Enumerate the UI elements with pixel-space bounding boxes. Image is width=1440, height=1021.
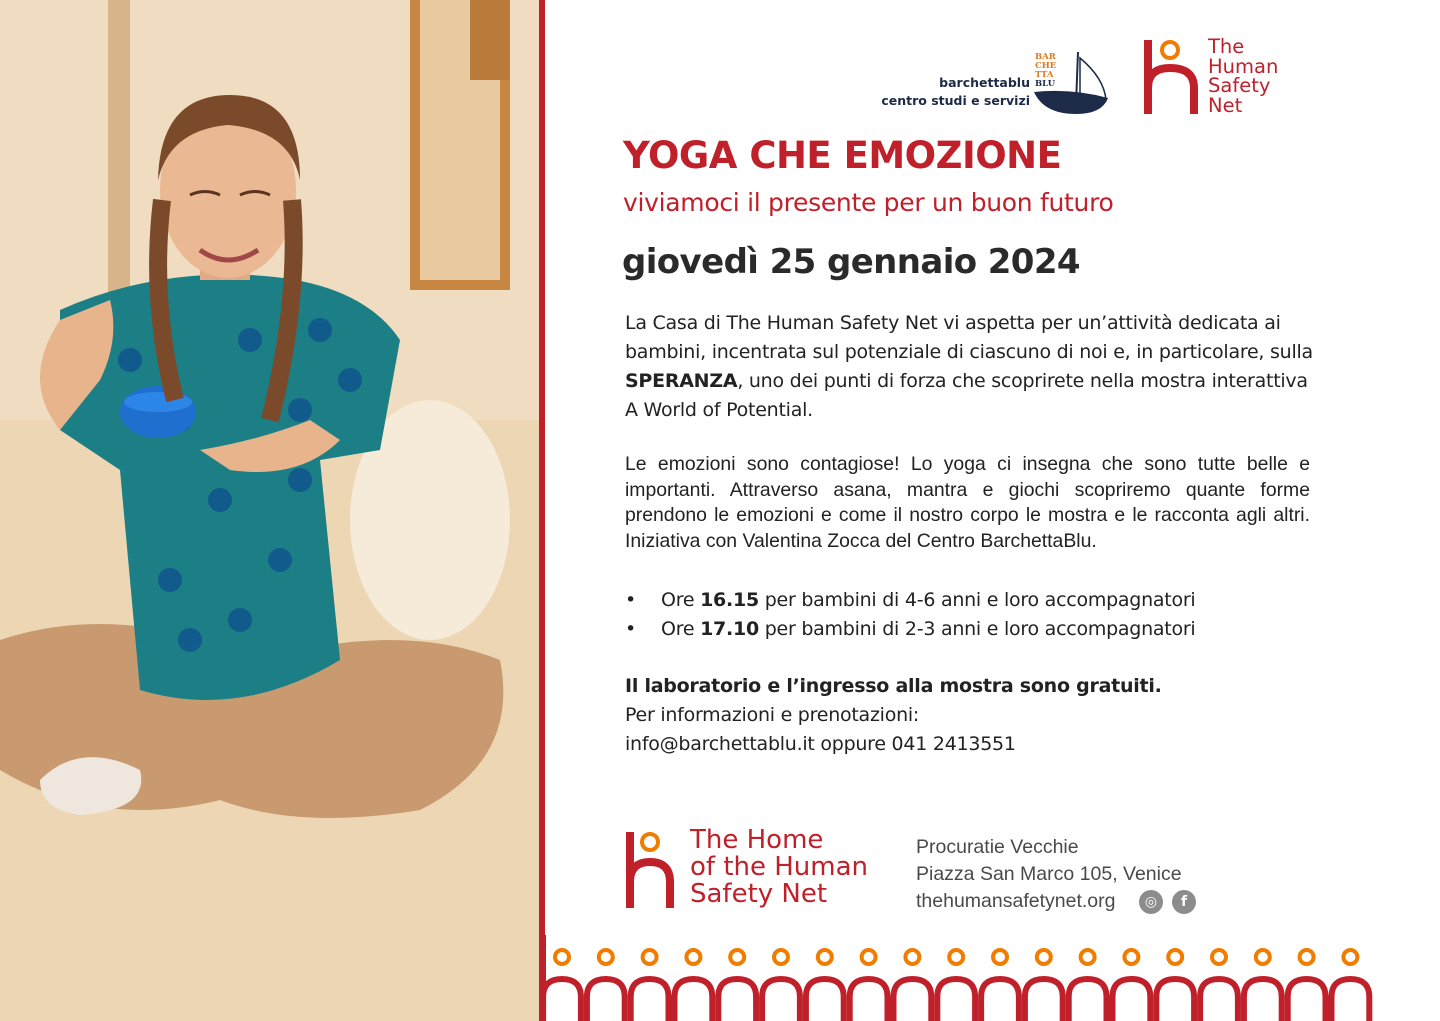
- hsn-h-icon: [1142, 38, 1200, 116]
- event-date: giovedì 25 gennaio 2024: [622, 242, 1080, 282]
- address-line-2: Piazza San Marco 105, Venice: [916, 863, 1182, 885]
- pattern-circle: [905, 950, 919, 964]
- bullet-icon: •: [625, 618, 636, 640]
- yoga-instructor-photo: [0, 0, 540, 1021]
- home-h-icon: [624, 830, 682, 910]
- boat-label-3: TTA: [1035, 70, 1054, 80]
- intro-text-before: La Casa di The Human Safety Net vi aspetta per un’attività dedicata ai bambini, incentrata sul potenziale di ciascuno di noi e, in particolare, sulla: [625, 312, 1313, 363]
- pattern-circle: [1300, 950, 1314, 964]
- event-title: YOGA CHE EMOZIONE: [623, 134, 1062, 177]
- schedule-time: 17.10: [700, 618, 759, 640]
- pattern-arch: [1069, 979, 1107, 1021]
- pattern-circle: [949, 950, 963, 964]
- pattern-circle: [686, 950, 700, 964]
- schedule-list: [625, 586, 1195, 644]
- pattern-arch: [762, 979, 800, 1021]
- barchettablu-logo: [880, 48, 1110, 118]
- boat-label-4: BLU: [1035, 79, 1056, 89]
- hsn-line-1: The: [1208, 35, 1245, 58]
- hsn-line-2: Human: [1208, 54, 1279, 78]
- home-line-3: Safety Net: [690, 879, 828, 909]
- pattern-arch: [937, 979, 975, 1021]
- intro-text-after: , uno dei punti di forza che scoprirete nella mostra interattiva A World of Potential.: [625, 370, 1308, 421]
- schedule-text: per bambini di 2-3 anni e loro accompagnatori: [758, 618, 1196, 640]
- pattern-arch: [1244, 979, 1282, 1021]
- pattern-circle: [555, 950, 569, 964]
- home-of-hsn-logo: [624, 825, 904, 914]
- pattern-arch: [1113, 979, 1151, 1021]
- facebook-icon[interactable]: f: [1172, 890, 1196, 914]
- pattern-arch: [850, 979, 888, 1021]
- pattern-circle: [1168, 950, 1182, 964]
- pattern-circle: [1081, 950, 1095, 964]
- pattern-circle: [1343, 950, 1357, 964]
- human-safety-net-logo: [1142, 35, 1302, 118]
- pattern-arch: [1288, 979, 1326, 1021]
- pattern-arch: [587, 979, 625, 1021]
- website-link[interactable]: thehumansafetynet.org: [916, 890, 1116, 912]
- home-wordmark: [690, 827, 868, 908]
- barchettablu-tagline: centro studi e servizi: [881, 93, 1030, 108]
- boat-label-2: CHE: [1035, 61, 1057, 71]
- info-label: Per informazioni e prenotazioni:: [625, 704, 920, 726]
- barchettablu-name: barchettablu: [939, 75, 1030, 90]
- pattern-arch: [1332, 979, 1370, 1021]
- pattern-arch: [981, 979, 1019, 1021]
- pattern-arch: [1156, 979, 1194, 1021]
- instagram-icon[interactable]: ◎: [1139, 890, 1163, 914]
- pattern-arch: [1200, 979, 1238, 1021]
- intro-paragraph: [625, 309, 1315, 425]
- schedule-item: [625, 615, 1195, 644]
- pattern-circle: [643, 950, 657, 964]
- schedule-time: 16.15: [700, 589, 759, 611]
- barchettablu-wordmark: [881, 74, 1030, 110]
- boat-icon: [1032, 48, 1110, 118]
- pattern-circle: [1037, 950, 1051, 964]
- pattern-circle: [1256, 950, 1270, 964]
- event-subtitle: viviamoci il presente per un buon futuro: [623, 188, 1114, 217]
- pattern-circle: [1124, 950, 1138, 964]
- pattern-circle: [818, 950, 832, 964]
- home-line-2: of the Human: [690, 852, 869, 882]
- intro-highlight: SPERANZA: [625, 370, 738, 392]
- free-notice: Il laboratorio e l’ingresso alla mostra sono gratuiti.: [625, 675, 1162, 697]
- pattern-circle: [599, 950, 613, 964]
- pattern-circle: [993, 950, 1007, 964]
- pattern-circle: [862, 950, 876, 964]
- description-paragraph: Le emozioni sono contagiose! Lo yoga ci insegna che sono tutte belle e importanti. Attraverso asana, mantra e giochi scopriremo quante forme prendono le emozioni e come il nostro corpo le mostra e le racconta agli altri. Iniziativa con Valentina Zocca del Centro BarchettaBlu.: [625, 453, 1310, 552]
- home-line-1: The Home: [690, 825, 824, 855]
- boat-label-1: BAR: [1035, 52, 1056, 62]
- pattern-arch: [543, 979, 581, 1021]
- schedule-prefix: Ore: [661, 589, 701, 611]
- pattern-arch: [1025, 979, 1063, 1021]
- pattern-arch: [806, 979, 844, 1021]
- pattern-arch: [894, 979, 932, 1021]
- divider-line: [539, 0, 545, 1021]
- bullet-icon: •: [625, 589, 636, 611]
- pattern-circle: [774, 950, 788, 964]
- pattern-circle: [730, 950, 744, 964]
- hsn-wordmark: [1208, 37, 1278, 115]
- pattern-arch: [631, 979, 669, 1021]
- pattern-arch: [675, 979, 713, 1021]
- contact-line[interactable]: info@barchettablu.it oppure 041 2413551: [625, 733, 1016, 755]
- hsn-line-3: Safety: [1208, 74, 1271, 97]
- address-line-1: Procuratie Vecchie: [916, 836, 1079, 858]
- info-block: [625, 672, 1162, 759]
- schedule-prefix: Ore: [661, 618, 701, 640]
- hsn-line-4: Net: [1208, 93, 1243, 117]
- schedule-item: [625, 586, 1195, 615]
- pattern-circle: [1212, 950, 1226, 964]
- schedule-text: per bambini di 4-6 anni e loro accompagnatori: [758, 589, 1196, 611]
- pattern-arch: [718, 979, 756, 1021]
- decorative-border-pattern: [540, 935, 1400, 1021]
